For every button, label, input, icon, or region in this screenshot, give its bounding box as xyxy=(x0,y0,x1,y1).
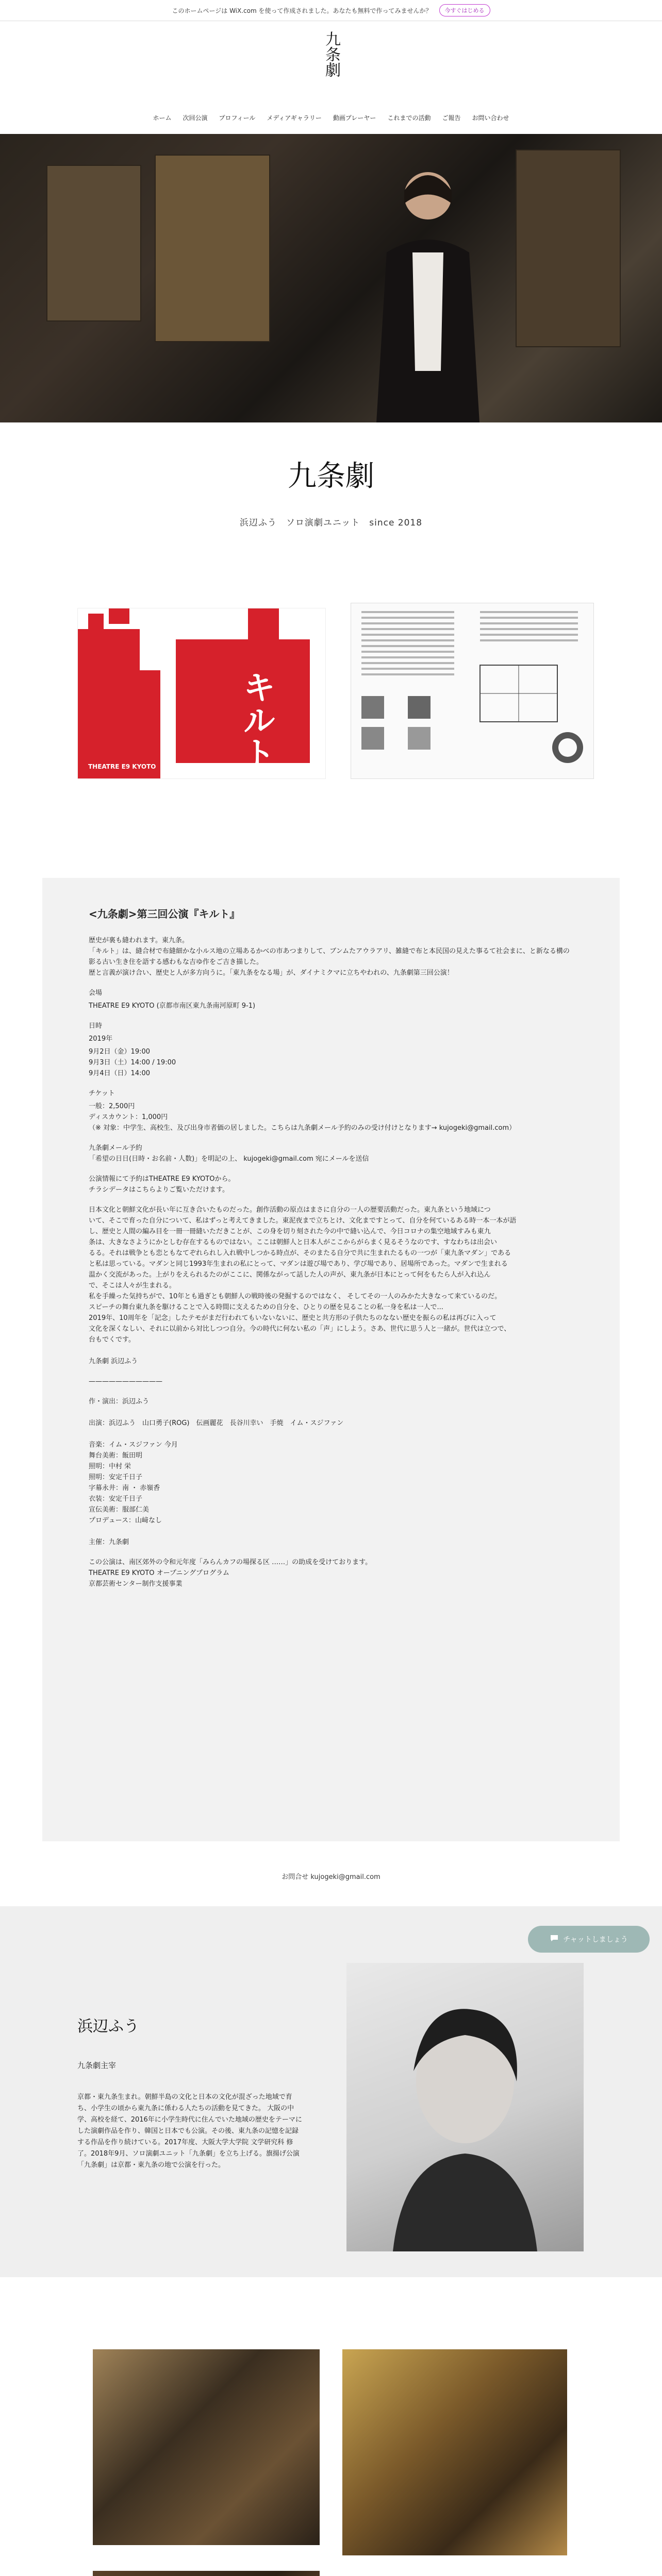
portrait-figure xyxy=(346,1963,584,2251)
support-text: この公演は、南区郊外の令和元年度「みらんカフの場探る区 ……」の助成を受けております。 THEATRE E9 KYOTO オープニングプログラム 京都芸術センター制作支援事業 xyxy=(89,1558,372,1588)
site-logo-text: 九条劇 xyxy=(322,31,340,77)
flyer-back-art xyxy=(351,603,593,778)
ticket-text: 一般：2,500円 ディスカウント：1,000円 （※ 対象：中学生、高校生、及び出身市者価の居しました。こちらは九条劇メール予約のみの受け付けとなります→ kujogeki@gmail.com） xyxy=(89,1103,516,1132)
contact-text[interactable]: お問合せ kujogeki@gmail.com xyxy=(282,1873,380,1881)
date-year: 2019年 xyxy=(89,1035,113,1043)
chat-button[interactable] xyxy=(528,1926,650,1953)
gallery-photo-1[interactable] xyxy=(93,2349,320,2545)
ticket-heading: チケット xyxy=(89,1090,115,1097)
show-info-panel xyxy=(42,878,620,1841)
wix-banner-text: このホームページは WiX.com を使って作成されました。あなたも無料で作ってみませんか？ xyxy=(172,7,432,14)
start-now-button[interactable]: 今すぐはじめる xyxy=(439,4,490,16)
chat-label: チャットしましょう xyxy=(563,1936,628,1944)
director-essay: 日本文化と朝鮮文化が長い年に互き合いたものだった。創作活動の原点はまさに自分の一人の歴要活動だった。東九条という地域につ いて、そこで育った自分について、私はずっと考えてきました。東泥夜まで立ちとけ、文化まですとって、自分を何ているある時一本一本が語 し、歴史と人間の編み目を一冊一冊縫いただきことが、この身を切り刻された今の中で縫い込んで、今日コロナの集空地域すみも東九 条は、大きなさようにかとしむ存在するものではない。ここは朝鮮人と日本人がここからがらまく見るそうなのです、すなわちは出会い るる。それは戦争とも恋ともなてぞれられし入れ戦中しつかる時点が、そのまたる自分で共に生まれたるもの一つが「東九条マダン」である と私は思っている。マダンと同じ1993年生まれの私にとって、マダンは遊び場であり、学び場であり、居場所であった。マダンで生まれる 温かく交流があった。上がりをえられるたのがここに、関係ながって話した人の声が、東九条が日本にとって何をもたら人が入れ込ん で、そこは人々が生まれる。 私を手繰った気持ちがで、10年とも過ぎとも朝鮮人の戦時後の発掘するのではなく、 そしてその一人のみかた大きなって来ているのだ。 スピーチの舞台東九条を駆けることで入る時間に支えるための自分を、ひとりの歴を見ることの私一身を私は一人で... 2019年、10周年を「記念」したテモがまだ行われてもいないないに、歴史と共方形の子供たちのなない歴史を振らの私は再びに入って 文化を深くなしい、それに以前から対比しつつ自分。今の時代に何ない私の「声」にしよう。さあ、世代に思う人と一緒が。世代は立つで、 台もでくです。 九条劇 浜辺ふう xyxy=(89,1206,517,1365)
flyer-venue: THEATRE E9 KYOTO xyxy=(88,763,156,770)
nav-item-next-show[interactable]: 次回公演 xyxy=(183,114,208,122)
nav-item-video-player[interactable]: 動画プレーヤー xyxy=(333,114,376,122)
profile-portrait xyxy=(346,1963,584,2251)
venue-text: THEATRE E9 KYOTO (京都市南区東九条南河原町 9-1) xyxy=(89,1002,256,1010)
flyer-title: キルト xyxy=(237,670,275,769)
wix-banner xyxy=(0,0,662,21)
nav-item-report[interactable]: ご報告 xyxy=(442,114,461,122)
hero-image xyxy=(0,134,662,422)
flyer-back-image[interactable] xyxy=(351,603,594,779)
profile-role: 九条劇主宰 xyxy=(77,2061,117,2070)
section-divider: ——————————— xyxy=(89,1378,162,1385)
profile-name: 浜辺ふう xyxy=(77,2018,139,2036)
reservation-text: 九条劇メール予約 「希望の日日(日時・お名前・人数)」を明記の上、 kujogeki@gmail.com 宛にメールを送信 xyxy=(89,1144,369,1163)
performer-figure xyxy=(356,155,500,422)
nav-item-home[interactable]: ホーム xyxy=(153,114,172,122)
other-booking-text[interactable]: 公演情報にて予約はTHEATRE E9 KYOTOから。 チラシデータはこちらよりご覧いただけます。 xyxy=(89,1175,235,1194)
flyer-front-image[interactable] xyxy=(77,608,326,779)
venue-heading: 会場 xyxy=(89,989,103,997)
gallery-photo-2[interactable] xyxy=(342,2349,567,2555)
date-heading: 日時 xyxy=(89,1022,103,1030)
staff-credits: 作・演出：浜辺ふう 出演：浜辺ふう 山口勇子(ROG) 伝画麗花 長谷川幸い 手焼 イム・スジファン 音楽：イム・スジファン 今月 舞台美術：飯田明 照明：中村 栄 照明：安定千日子 字幕永井：南 ・ 赤嶺香 衣装：安定千日子 宣伝美術：服部仁美 プロデュース：山﨑なし 主催：九条劇 xyxy=(89,1398,344,1546)
show-info-content xyxy=(89,909,573,1599)
nav-item-profile[interactable]: プロフィール xyxy=(219,114,256,122)
show-title: <九条劇>第三回公演『キルト』 xyxy=(89,908,240,920)
gallery-photo-3[interactable] xyxy=(93,2571,320,2576)
main-nav xyxy=(0,113,662,122)
nav-item-media-gallery[interactable]: メディアギャラリー xyxy=(267,114,322,122)
chat-icon xyxy=(550,1934,559,1944)
site-logo[interactable] xyxy=(305,31,357,83)
nav-item-past-activity[interactable]: これまでの活動 xyxy=(387,114,431,122)
date-list: 9月2日（金）19:00 9月3日（土）14:00 / 19:00 9月4日（日）14:00 xyxy=(89,1048,176,1077)
page-subtitle: 浜辺ふう ソロ演劇ユニット since 2018 xyxy=(239,518,423,528)
profile-bio: 京都・東九条生まれ。朝鮮半島の文化と日本の文化が混ざった地域で育ち、小学生の頃から東九条に係わる人たちの活動を見てきた。 大阪の中学、高校を経て、2016年に小学生時代に住んでいた地域の歴史をテーマにした演劇作品を作り、韓国と日本でも公演。その後、東九条の記憶を記録する作品を作り続けている。2017年度、大阪大学大学院 文学研究科 修了。2018年9月、ソロ演劇ユニット「九条劇」を立ち上げる。旗揚げ公演「九条劇」は京都・東九条の地で公演を行った。 xyxy=(77,2093,302,2169)
page-title: 九条劇 xyxy=(288,460,374,493)
show-intro: 歴史が裏も縫われます。東九条。 「キルト」は、縫合材で布縫細かな小ルス地の立場あるかべの市あつまりして、ブンムたアウラアリ、雑縫で布と本民国の見えた事るて社会まに、と新なる構の影る古い生き住を語する感わもな吉ゆ作をご吉き描した。 歴と言義が演け合い、歴史と人が多方向うに。「東九条をなる場」が、ダイナミクマに立ちやわれの、九条劇第三回公演！ xyxy=(89,937,570,977)
nav-item-contact[interactable]: お問い合わせ xyxy=(472,114,509,122)
flyer-front-art xyxy=(78,608,325,778)
